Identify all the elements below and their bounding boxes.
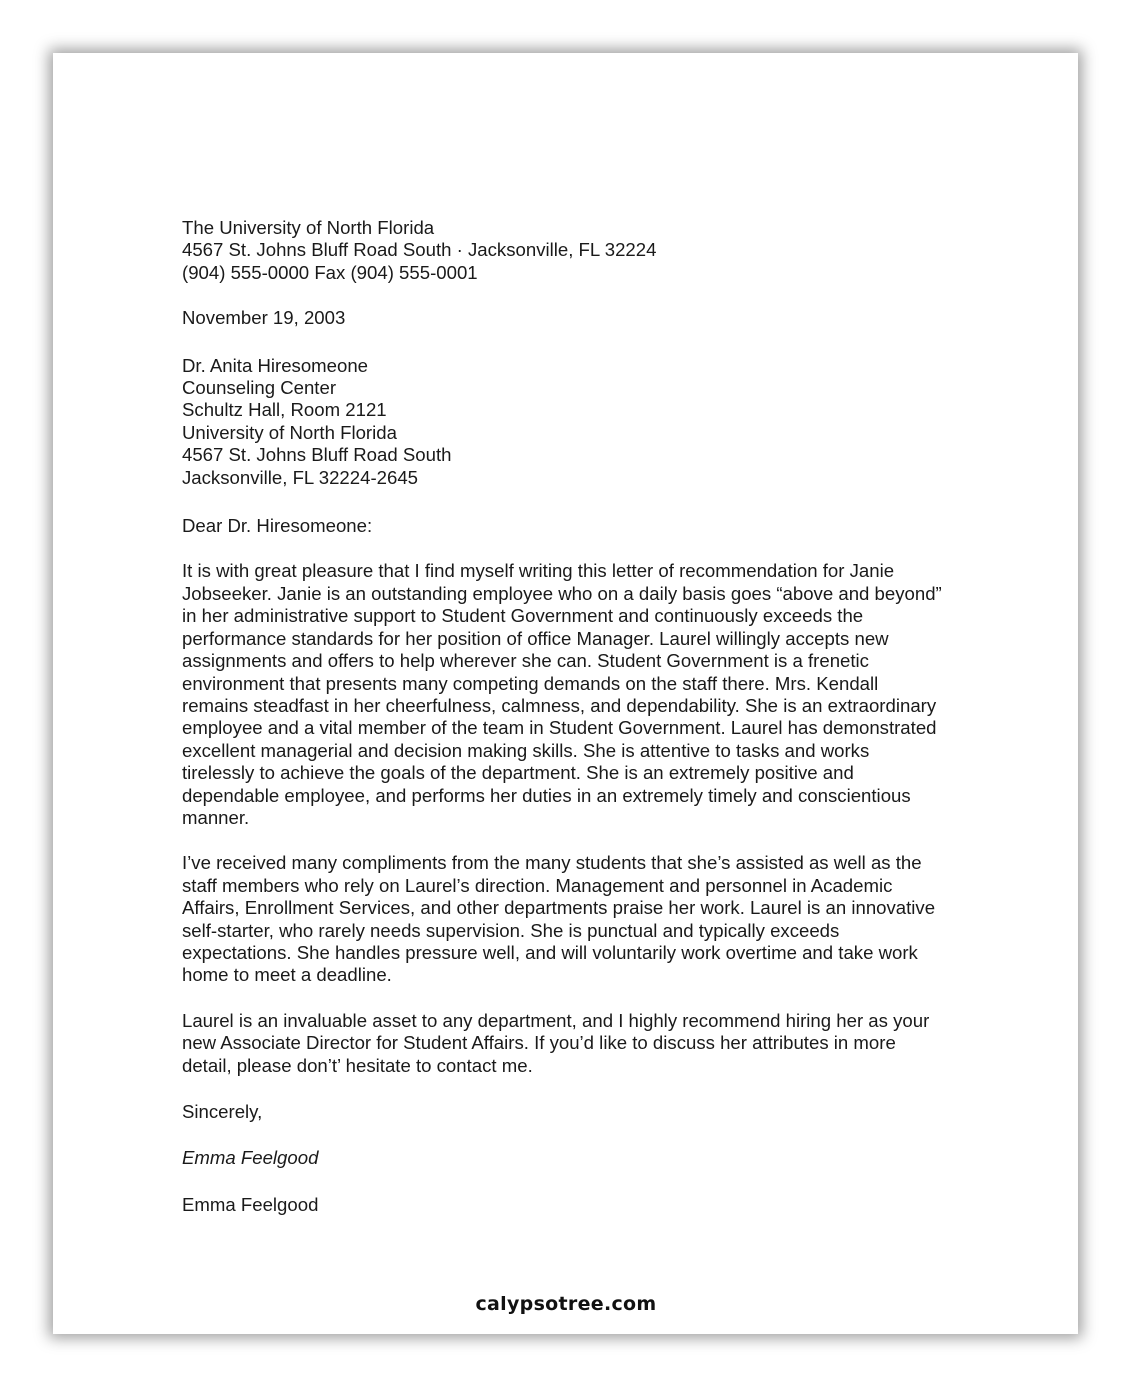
recipient-address [182, 355, 1042, 489]
sender-name: The University of North Florida [182, 217, 435, 238]
paragraph-line: Laurel is an invaluable asset to any department, and I highly recommend hiring her as your [182, 1009, 930, 1031]
sender-phone: (904) 555-0000 Fax (904) 555-0001 [182, 261, 478, 283]
body-paragraph-1 [182, 560, 1042, 829]
recipient-line: Dr. Anita Hiresomeone [182, 354, 369, 376]
signer-name: Emma Feelgood [182, 1193, 319, 1215]
paragraph-line: assignments and offers to help wherever she can. Student Government is a frenetic [182, 650, 869, 672]
paragraph-line: performance standards for her position of office Manager. Laurel willingly accepts new [182, 627, 889, 649]
paragraph-line: in her administrative support to Student Government and continuously exceeds the [182, 605, 864, 627]
closing: Sincerely, [182, 1101, 263, 1122]
letter-page [53, 53, 1078, 1334]
paragraph-line: manner. [182, 806, 250, 828]
paragraph-line: staff members who rely on Laurel’s direction. Management and personnel in Academic [182, 874, 893, 896]
paragraph-line: dependable employee, and performs her duties in an extremely timely and conscientious [182, 784, 911, 806]
body-paragraph-2 [182, 852, 1042, 986]
paragraph-line: home to meet a deadline. [182, 964, 392, 986]
paragraph-line: tirelessly to achieve the goals of the department. She is an extremely positive and [182, 762, 854, 784]
letter-body [182, 217, 1042, 1216]
salutation: Dear Dr. Hiresomeone: [182, 515, 373, 537]
paragraph-line: I’ve received many compliments from the many students that she’s assisted as well as the [182, 852, 922, 874]
recipient-line: 4567 St. Johns Bluff Road South [182, 444, 452, 466]
body-paragraph-3 [182, 1010, 1042, 1077]
paragraph-line: remains steadfast in her cheerfulness, calmness, and dependability. She is an extraordinary [182, 694, 937, 716]
website-watermark: calypsotree.com [475, 1293, 657, 1315]
paragraph-line: detail, please don’t’ hesitate to contact me. [182, 1054, 533, 1076]
paragraph-line: excellent managerial and decision making skills. She is attentive to tasks and works [182, 739, 870, 761]
sender-street: 4567 St. Johns Bluff Road South · Jacksonville, FL 32224 [182, 239, 657, 261]
paragraph-line: self-starter, who rarely needs supervision. She is punctual and typically exceeds [182, 919, 840, 941]
paragraph-line: It is with great pleasure that I find myself writing this letter of recommendation for Janie [182, 560, 895, 582]
paragraph-line: employee and a vital member of the team in Student Government. Laurel has demonstrated [182, 717, 937, 739]
signature: Emma Feelgood [182, 1147, 319, 1169]
recipient-line: University of North Florida [182, 421, 397, 443]
recipient-line: Jacksonville, FL 32224-2645 [182, 466, 419, 488]
paragraph-line: Jobseeker. Janie is an outstanding employee who on a daily basis goes “above and beyond” [182, 582, 942, 604]
recipient-line: Counseling Center [182, 377, 337, 399]
recipient-line: Schultz Hall, Room 2121 [182, 399, 387, 421]
sender-address [182, 217, 1042, 284]
paragraph-line: expectations. She handles pressure well, and will voluntarily work overtime and take work [182, 941, 918, 963]
letter-date: November 19, 2003 [182, 307, 346, 329]
paragraph-line: new Associate Director for Student Affairs. If you’d like to discuss her attributes in more [182, 1032, 896, 1054]
paragraph-line: environment that presents many competing demands on the staff there. Mrs. Kendall [182, 672, 879, 694]
paragraph-line: Affairs, Enrollment Services, and other departments praise her work. Laurel is an innovative [182, 897, 936, 919]
